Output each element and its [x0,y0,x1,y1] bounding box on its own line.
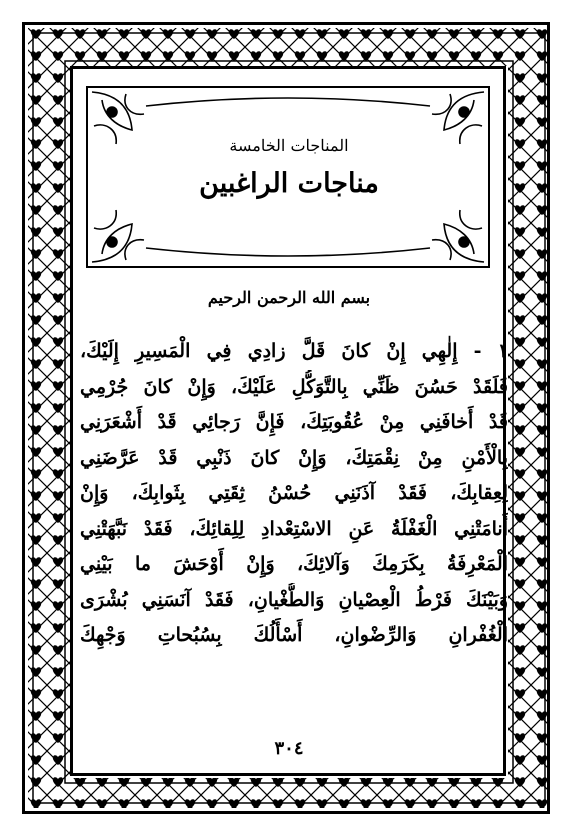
text-line: لِعِقابِكَ، فَقَدْ آذَنَنِي حُسْنُ ثِقَتِي بِثَوابِكَ، وَإِنْ [80,482,508,504]
basmala-heading: بسم الله الرحمن الرحيم [207,288,371,307]
text-line: الْمَعْرِفَةُ بِكَرَمِكَ وَآلائِكَ، وَإِنْ أَوْحَشَ ما بَيْنِي [80,553,508,575]
page-number: ٣٠٤ [274,738,304,759]
text-line: وَبَيْنَكَ فَرْطُ الْعِصْيانِ وَالطُّغْيانِ، فَقَدْ آنَسَنِي بُشْرَى [80,588,508,611]
chapter-title: مناجات الراغبين [199,168,379,199]
prayer-text-body [80,334,508,654]
text-line: فَلَقَدْ حَسُنَ ظَنِّي بِالتَّوَكُّلِ عَلَيْكَ، وَإِنْ كانَ جُرْمِي [80,375,508,398]
chapter-subtitle: المناجات الخامسة [229,136,349,155]
text-line: ١ - إِلٰهِي إِنْ كانَ قَلَّ زادِي فِي الْمَسِيرِ إِلَيْكَ، [80,340,508,362]
text-line: قَدْ أَخافَنِي مِنْ عُقُوبَتِكَ، فَإِنَّ رَجائِي قَدْ أَشْعَرَنِي [80,411,508,433]
text-line: بِالْأَمْنِ مِنْ نِقْمَتِكَ، وَإِنْ كانَ ذَنْبِي قَدْ عَرَّضَنِي [80,446,508,469]
text-line: أَنامَتْنِي الْغَفْلَةُ عَنِ الاسْتِعْدادِ لِلِقائِكَ، فَقَدْ نَبَّهَتْنِي [80,517,508,540]
text-line: الْغُفْرانِ وَالرِّضْوانِ، أَسْأَلُكَ بِسُبُحاتِ وَجْهِكَ [80,624,508,646]
